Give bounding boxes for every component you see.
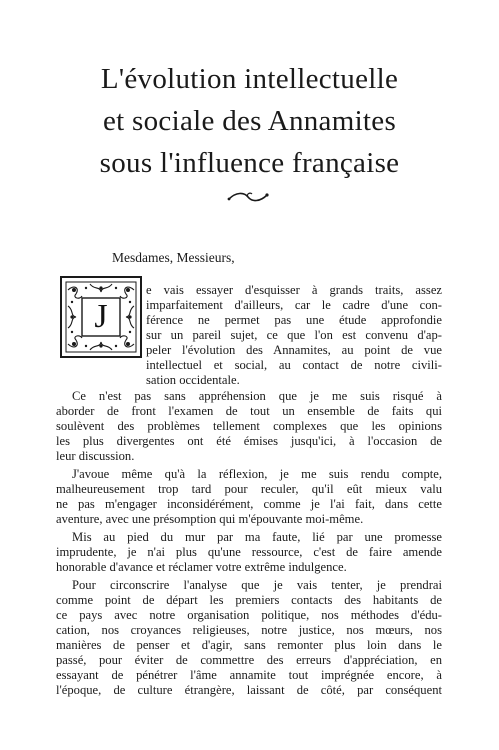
p1-line-1: e vais essayer d'esquisser à grands traits, assez <box>146 283 442 297</box>
p1-line-2: imparfaitement d'ailleurs, car le cadre d'une con- <box>146 298 442 312</box>
title-line-2: et sociale des Annamites <box>102 105 397 137</box>
p4-line-2: imprudente, je n'ai plus qu'une ressource, c'est de faire amende <box>56 545 442 559</box>
p4-line-1: Mis au pied du mur par ma faute, lié par une promesse <box>72 530 442 544</box>
title-line-1: L'évolution intellectuelle <box>100 63 399 95</box>
fleuron-ornament-icon <box>226 190 270 204</box>
p5-line-4: cation, nos croyances religieuses, notre justice, nos mœurs, nos <box>56 623 442 637</box>
p3-line-3: ne pas m'engager inconsidérément, comme je l'ai fait, dans cette <box>56 497 442 511</box>
chapter-title <box>40 58 459 184</box>
p2-line-3: soulèvent des problèmes tellement complexes que les opinions <box>56 419 442 433</box>
p5-line-2: comme point de départ les premiers contacts des habitants de <box>56 593 442 607</box>
p5-line-7: essayant de pénétrer l'âme annamite tout imprégnée encore, à <box>56 668 442 682</box>
p1-line-6: intellectuel et social, au contact de notre civili- <box>146 358 442 372</box>
title-line-3: sous l'influence française <box>99 147 400 179</box>
p1-line-4: sur un pareil sujet, ce que l'on est convenu d'ap- <box>146 328 442 342</box>
p1-line-7: sation occidentale. <box>146 373 240 387</box>
p3-line-4: aventure, avec une présomption qui m'épouvante moi-même. <box>56 512 364 526</box>
drop-cap-letter: J <box>94 298 108 335</box>
salutation: Mesdames, Messieurs, <box>112 250 235 265</box>
p1-line-3: férence ne permet pas une étude approfondie <box>146 313 442 327</box>
p5-line-1: Pour circonscrire l'analyse que je vais tenter, je prendrai <box>72 578 442 592</box>
p5-line-5: manières de penser et d'agir, sans remonter plus loin dans le <box>56 638 442 652</box>
p3-line-2: malheureusement trop tard pour reculer, qu'il eût mieux valu <box>56 482 442 496</box>
drop-cap <box>60 276 142 358</box>
p5-line-3: ce pays avec notre organisation politique, nos méthodes d'édu- <box>56 608 442 622</box>
p3-line-1: J'avoue même qu'à la réflexion, je me suis rendu compte, <box>72 467 442 481</box>
p5-line-6: passé, pour éviter de commettre des erreurs d'appréciation, en <box>56 653 442 667</box>
p4-line-3: honorable d'avance et réclamer votre extrême indulgence. <box>56 560 347 574</box>
p2-line-1: Ce n'est pas sans appréhension que je me suis risqué à <box>72 389 442 403</box>
p1-line-5: peler l'évolution des Annamites, au point de vue <box>146 343 442 357</box>
p2-line-4: les plus divergentes ont été émises jusqu'ici, à l'occasion de <box>56 434 442 448</box>
p5-line-8: l'époque, de culture étrangère, laissant de côté, par conséquent <box>56 683 442 697</box>
p2-line-5: leur discussion. <box>56 449 135 463</box>
p2-line-2: aborder de front l'examen de tout un ensemble de faits qui <box>56 404 442 418</box>
